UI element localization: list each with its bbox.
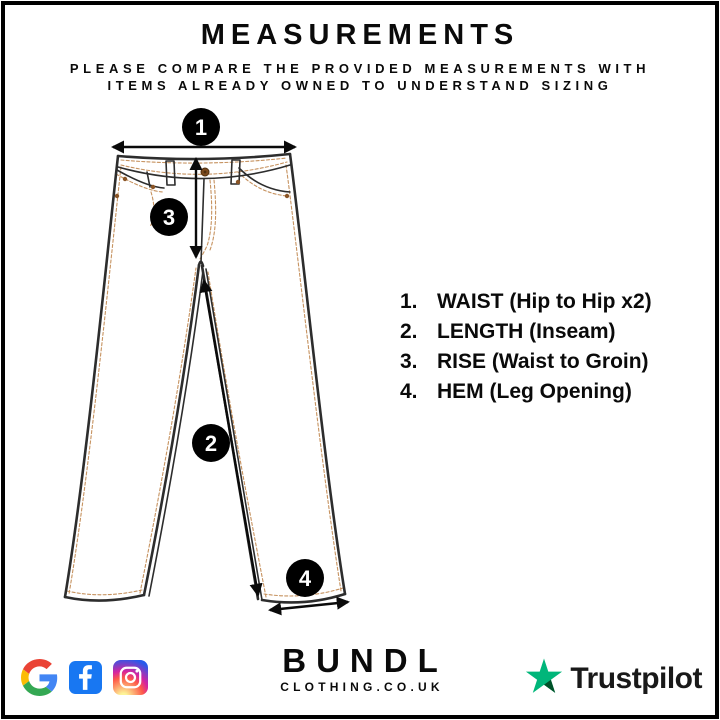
- legend-item-hem: [400, 377, 652, 407]
- legend-item-number: 2.: [400, 320, 418, 343]
- rivet: [151, 185, 155, 189]
- subtitle: [0, 60, 720, 94]
- marker-2: [192, 424, 230, 462]
- stitching-lines: [67, 158, 343, 597]
- jeans-outline: [65, 154, 345, 602]
- legend-item-number: 4.: [400, 380, 418, 403]
- legend-item-waist: [400, 287, 652, 317]
- rivet: [236, 180, 240, 184]
- marker-3: [150, 198, 188, 236]
- brand-name: BUNDL: [282, 642, 448, 679]
- trustpilot-wordmark: Trustpilot: [570, 662, 702, 695]
- subtitle-line-2: ITEMS ALREADY OWNED TO UNDERSTAND SIZING: [107, 77, 613, 93]
- jeans-drawing: [40, 105, 400, 625]
- measurement-legend: [400, 287, 652, 407]
- legend-item-number: 1.: [400, 290, 418, 313]
- legend-item-label: HEM (Leg Opening): [437, 380, 632, 403]
- header: [0, 20, 720, 94]
- marker-1: [182, 108, 220, 146]
- marker-1-number: 1: [194, 115, 208, 140]
- trustpilot-star-icon: [525, 658, 563, 700]
- page-title: MEASUREMENTS: [200, 19, 520, 51]
- legend-item-number: 3.: [400, 350, 418, 373]
- fly-seam: [201, 179, 204, 263]
- marker-4-number: 4: [298, 566, 312, 591]
- rivet: [123, 177, 127, 181]
- legend-item-rise: [400, 347, 652, 377]
- trustpilot-logo[interactable]: [525, 658, 702, 700]
- rivet: [285, 194, 289, 198]
- legend-item-label: RISE (Waist to Groin): [437, 350, 649, 373]
- jeans-diagram: [40, 105, 400, 625]
- legend-item-length: [400, 317, 652, 347]
- legend-item-label: LENGTH (Inseam): [437, 320, 616, 343]
- brand-domain: CLOTHING.CO.UK: [280, 680, 444, 694]
- legend-item-label: WAIST (Hip to Hip x2): [437, 290, 652, 313]
- rivet: [115, 194, 119, 198]
- marker-3-number: 3: [162, 205, 176, 230]
- marker-2-number: 2: [204, 431, 218, 456]
- marker-4: [286, 559, 324, 597]
- subtitle-line-1: PLEASE COMPARE THE PROVIDED MEASUREMENTS WITH: [69, 60, 651, 76]
